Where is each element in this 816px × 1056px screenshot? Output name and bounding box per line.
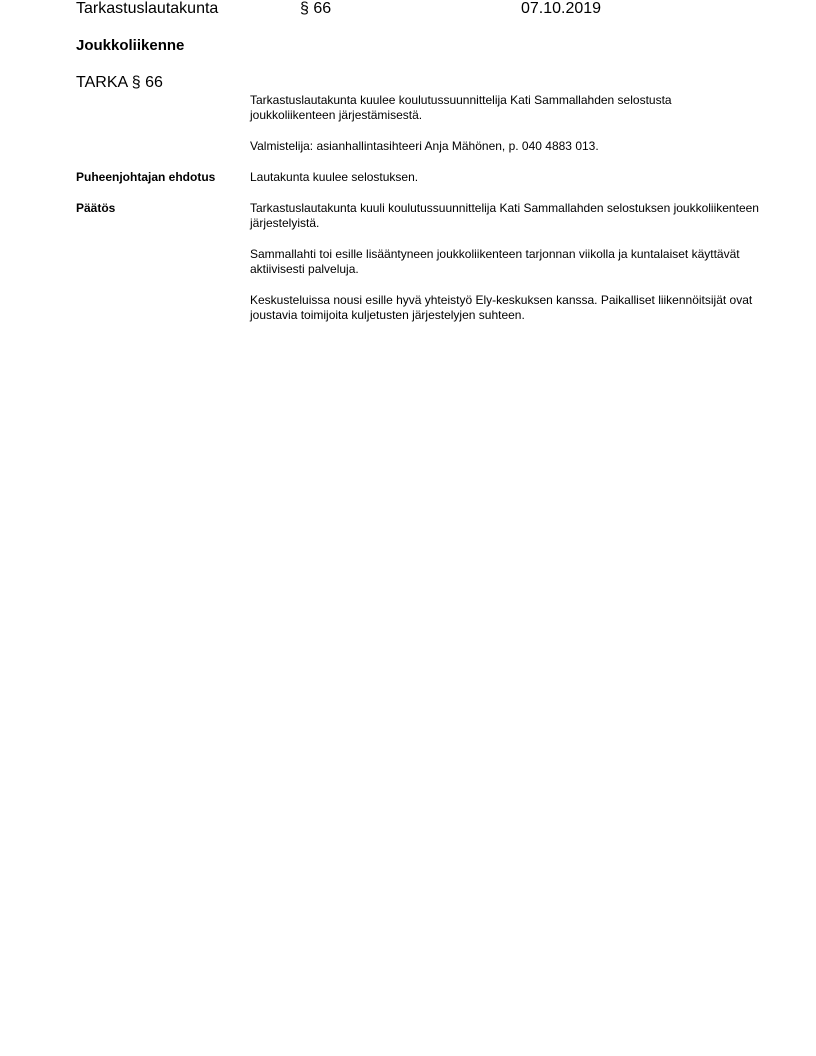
header-date: 07.10.2019 [521, 0, 602, 17]
decision-label: Päätös [76, 201, 116, 215]
document-title: Joukkoliikenne [76, 37, 185, 54]
intro-paragraph: Tarkastuslautakunta kuulee koulutussuunnittelija Kati Sammallahden selostusta joukkoliikenteen järjestämisestä. [250, 93, 672, 122]
decision-paragraph-2: Sammallahti toi esille lisääntyneen joukkoliikenteen tarjonnan viikolla ja kuntalaiset käyttävät aktiivisesti palveluja. [250, 247, 740, 276]
section-reference: TARKA § 66 [76, 74, 163, 91]
header-committee: Tarkastuslautakunta [76, 0, 219, 17]
decision-paragraph-3: Keskusteluissa nousi esille hyvä yhteistyö Ely-keskuksen kanssa. Paikalliset liikennöitsijät ovat joustavia toimijoita kuljetusten järjestelyjen suhteen. [250, 293, 753, 322]
proposal-label: Puheenjohtajan ehdotus [76, 170, 216, 184]
decision-paragraph-1: Tarkastuslautakunta kuuli koulutussuunnittelija Kati Sammallahden selostuksen joukkoliikenteen järjestelyistä. [250, 201, 759, 230]
preparer-line: Valmistelija: asianhallintasihteeri Anja Mähönen, p. 040 4883 013. [250, 139, 599, 153]
document-header [0, 0, 816, 20]
header-section-number: § 66 [300, 0, 332, 17]
proposal-text: Lautakunta kuulee selostuksen. [250, 170, 419, 184]
